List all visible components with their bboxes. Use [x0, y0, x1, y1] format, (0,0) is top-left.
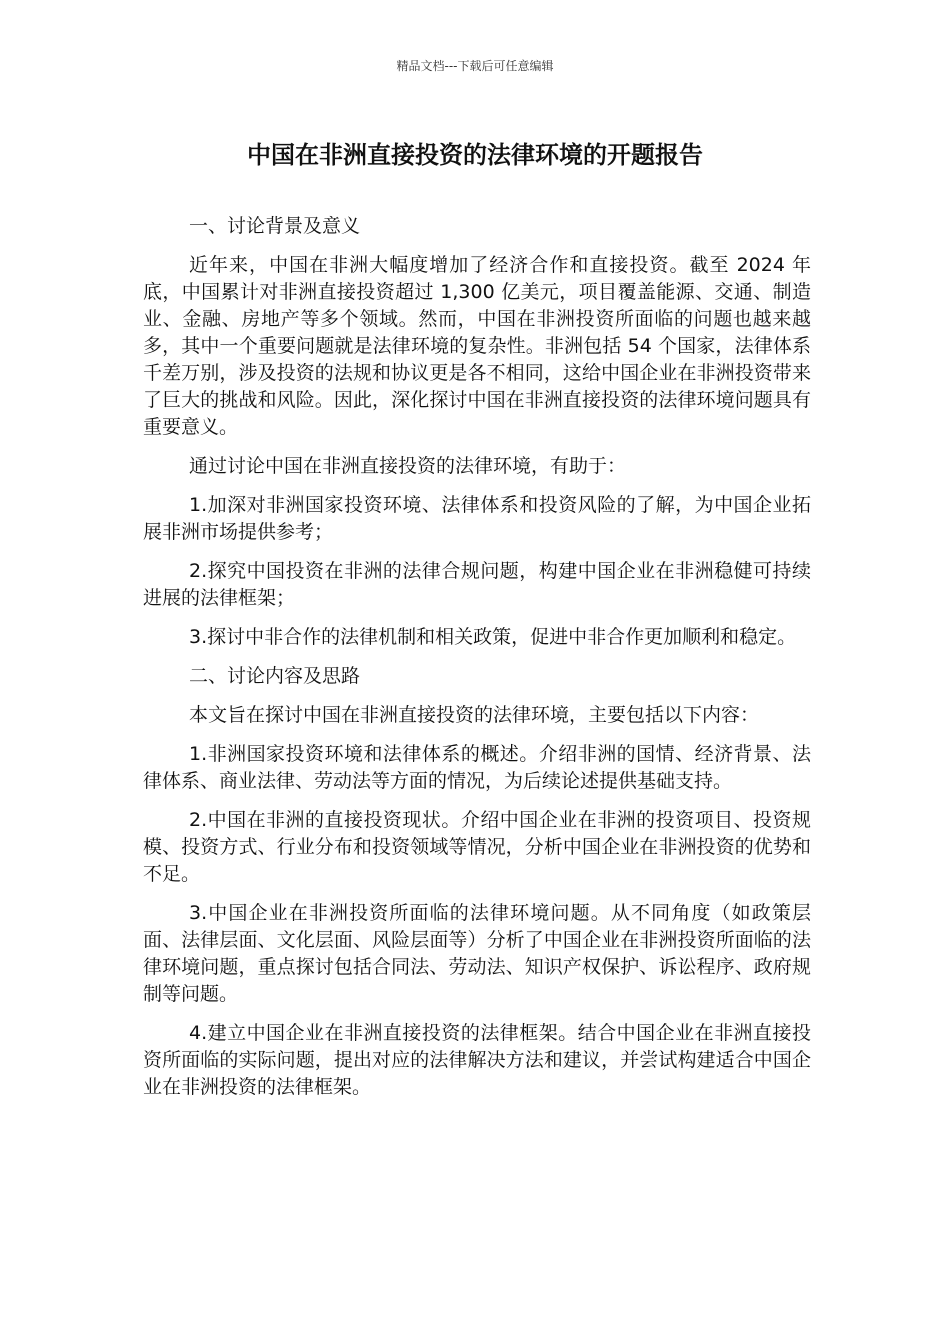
- list-item-purpose-3: 3.探讨中非合作的法律机制和相关政策，促进中非合作更加顺利和稳定。: [189, 626, 797, 648]
- list-item-content-1: 1.非洲国家投资环境和法律体系的概述。介绍非洲的国情、经济背景、法律体系、商业法律、劳动法等方面的情况，为后续论述提供基础支持。: [143, 743, 811, 792]
- page-header: 精品文档---下载后可任意编辑: [396, 59, 554, 73]
- paragraph-purpose-intro: 通过讨论中国在非洲直接投资的法律环境，有助于：: [189, 455, 627, 477]
- paragraph-background: 近年来，中国在非洲大幅度增加了经济合作和直接投资。截至 2024 年底，中国累计对非洲直接投资超过 1,300 亿美元，项目覆盖能源、交通、制造业、金融、房地产等多个领域。然而，中国在非洲投资所面临的问题也越来越多，其中一个重要问题就是法律环境的复杂性。非洲包括 54 个国家，法律体系千差万别，涉及投资的法规和协议更是各不相同，这给中国企业在非洲投资带来了巨大的挑战和风险。因此，深化探讨中国在非洲直接投资的法律环境问题具有重要意义。: [143, 254, 811, 438]
- section-heading-content: 二、讨论内容及思路: [189, 665, 361, 687]
- section-heading-background: 一、讨论背景及意义: [189, 215, 361, 237]
- list-item-content-2: 2.中国在非洲的直接投资现状。介绍中国企业在非洲的投资项目、投资规模、投资方式、行业分布和投资领域等情况，分析中国企业在非洲投资的优势和不足。: [143, 809, 811, 885]
- list-item-content-4: 4.建立中国企业在非洲直接投资的法律框架。结合中国企业在非洲直接投资所面临的实际问题，提出对应的法律解决方法和建议，并尝试构建适合中国企业在非洲投资的法律框架。: [143, 1022, 811, 1098]
- document-title: 中国在非洲直接投资的法律环境的开题报告: [247, 141, 703, 169]
- paragraph-content-intro: 本文旨在探讨中国在非洲直接投资的法律环境，主要包括以下内容：: [189, 704, 760, 726]
- list-item-purpose-2: 2.探究中国投资在非洲的法律合规问题，构建中国企业在非洲稳健可持续进展的法律框架；: [143, 560, 811, 609]
- list-item-purpose-1: 1.加深对非洲国家投资环境、法律体系和投资风险的了解，为中国企业拓展非洲市场提供参考；: [143, 494, 811, 543]
- list-item-content-3: 3.中国企业在非洲投资所面临的法律环境问题。从不同角度（如政策层面、法律层面、文化层面、风险层面等）分析了中国企业在非洲投资所面临的法律环境问题，重点探讨包括合同法、劳动法、知识产权保护、诉讼程序、政府规制等问题。: [143, 902, 811, 1005]
- document-body: [143, 213, 811, 1113]
